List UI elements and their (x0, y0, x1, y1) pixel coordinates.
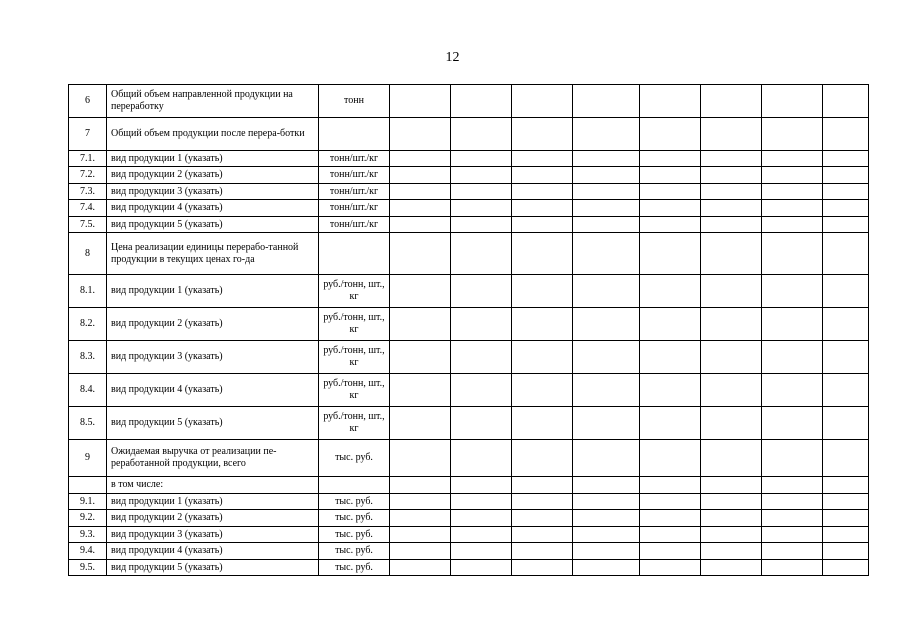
value-cell[interactable] (451, 118, 512, 151)
value-cell[interactable] (640, 374, 701, 407)
value-cell[interactable] (573, 184, 640, 200)
value-cell[interactable] (823, 560, 869, 576)
value-cell[interactable] (573, 118, 640, 151)
value-cell[interactable] (451, 341, 512, 374)
value-cell[interactable] (762, 527, 823, 543)
value-cell[interactable] (823, 167, 869, 184)
unit-cell: руб./тонн, шт., кг (319, 341, 390, 374)
value-cell[interactable] (640, 341, 701, 374)
value-cell[interactable] (451, 233, 512, 275)
value-cell[interactable] (512, 527, 573, 543)
value-cell[interactable] (451, 477, 512, 494)
value-cell[interactable] (762, 477, 823, 494)
value-cell[interactable] (512, 167, 573, 184)
unit-cell (319, 477, 390, 494)
indicator-name-cell: вид продукции 5 (указать) (107, 217, 319, 233)
value-cell[interactable] (701, 217, 762, 233)
value-cell[interactable] (823, 118, 869, 151)
value-cell[interactable] (823, 275, 869, 308)
value-cell[interactable] (762, 184, 823, 200)
value-cell[interactable] (823, 308, 869, 341)
table-row (69, 118, 869, 151)
value-cell[interactable] (762, 308, 823, 341)
value-cell[interactable] (390, 184, 451, 200)
value-cell[interactable] (823, 527, 869, 543)
value-cell[interactable] (451, 308, 512, 341)
value-cell[interactable] (701, 308, 762, 341)
indicator-name-cell: Общий объем продукции после перера-ботки (107, 118, 319, 151)
value-cell[interactable] (823, 494, 869, 510)
value-cell[interactable] (701, 560, 762, 576)
value-cell[interactable] (640, 440, 701, 477)
value-cell[interactable] (701, 527, 762, 543)
value-cell[interactable] (573, 217, 640, 233)
value-cell[interactable] (451, 543, 512, 560)
unit-cell: руб./тонн, шт., кг (319, 308, 390, 341)
value-cell[interactable] (823, 184, 869, 200)
indicator-name-cell: в том числе: (107, 477, 319, 494)
indicator-name-cell: вид продукции 1 (указать) (107, 494, 319, 510)
value-cell[interactable] (390, 510, 451, 527)
table-row (69, 151, 869, 167)
value-cell[interactable] (762, 543, 823, 560)
value-cell[interactable] (640, 184, 701, 200)
value-cell[interactable] (451, 217, 512, 233)
value-cell[interactable] (573, 477, 640, 494)
value-cell[interactable] (701, 494, 762, 510)
value-cell[interactable] (512, 118, 573, 151)
value-cell[interactable] (390, 233, 451, 275)
table-body (69, 85, 869, 576)
row-number-cell: 9 (69, 440, 107, 477)
value-cell[interactable] (573, 233, 640, 275)
value-cell[interactable] (573, 167, 640, 184)
value-cell[interactable] (390, 374, 451, 407)
value-cell[interactable] (390, 560, 451, 576)
value-cell[interactable] (701, 85, 762, 118)
value-cell[interactable] (640, 217, 701, 233)
value-cell[interactable] (823, 341, 869, 374)
indicator-name-cell: вид продукции 5 (указать) (107, 560, 319, 576)
indicator-name-cell: Ожидаемая выручка от реализации пе-реработанной продукции, всего (107, 440, 319, 477)
table-row (69, 167, 869, 184)
value-cell[interactable] (390, 85, 451, 118)
value-cell[interactable] (390, 477, 451, 494)
value-cell[interactable] (701, 341, 762, 374)
table-row (69, 527, 869, 543)
table-row (69, 308, 869, 341)
value-cell[interactable] (573, 85, 640, 118)
value-cell[interactable] (823, 233, 869, 275)
value-cell[interactable] (512, 477, 573, 494)
value-cell[interactable] (762, 217, 823, 233)
value-cell[interactable] (451, 275, 512, 308)
value-cell[interactable] (823, 217, 869, 233)
value-cell[interactable] (390, 341, 451, 374)
unit-cell: тыс. руб. (319, 560, 390, 576)
row-number-cell: 8.5. (69, 407, 107, 440)
value-cell[interactable] (823, 407, 869, 440)
value-cell[interactable] (762, 85, 823, 118)
value-cell[interactable] (701, 184, 762, 200)
indicator-name-cell: Общий объем направленной продукции на переработку (107, 85, 319, 118)
value-cell[interactable] (512, 543, 573, 560)
value-cell[interactable] (640, 200, 701, 217)
value-cell[interactable] (390, 200, 451, 217)
value-cell[interactable] (640, 510, 701, 527)
table-row (69, 560, 869, 576)
value-cell[interactable] (390, 527, 451, 543)
unit-cell: руб./тонн, шт., кг (319, 275, 390, 308)
value-cell[interactable] (390, 494, 451, 510)
table-row (69, 275, 869, 308)
value-cell[interactable] (573, 275, 640, 308)
value-cell[interactable] (451, 184, 512, 200)
table-row (69, 510, 869, 527)
value-cell[interactable] (762, 560, 823, 576)
value-cell[interactable] (573, 560, 640, 576)
value-cell[interactable] (512, 233, 573, 275)
unit-cell: тонн/шт./кг (319, 184, 390, 200)
table-row (69, 341, 869, 374)
value-cell[interactable] (823, 477, 869, 494)
value-cell[interactable] (390, 440, 451, 477)
row-number-cell: 9.4. (69, 543, 107, 560)
unit-cell: тыс. руб. (319, 494, 390, 510)
table-row (69, 440, 869, 477)
value-cell[interactable] (451, 85, 512, 118)
row-number-cell: 7 (69, 118, 107, 151)
table-row (69, 494, 869, 510)
value-cell[interactable] (640, 308, 701, 341)
value-cell[interactable] (701, 374, 762, 407)
value-cell[interactable] (451, 494, 512, 510)
value-cell[interactable] (512, 374, 573, 407)
indicator-name-cell: вид продукции 2 (указать) (107, 510, 319, 527)
table-row (69, 477, 869, 494)
value-cell[interactable] (762, 440, 823, 477)
value-cell[interactable] (701, 167, 762, 184)
table-row (69, 85, 869, 118)
value-cell[interactable] (451, 407, 512, 440)
value-cell[interactable] (512, 308, 573, 341)
value-cell[interactable] (762, 275, 823, 308)
unit-cell: руб./тонн, шт., кг (319, 374, 390, 407)
row-number-cell: 9.5. (69, 560, 107, 576)
value-cell[interactable] (762, 151, 823, 167)
indicator-name-cell: вид продукции 3 (указать) (107, 527, 319, 543)
value-cell[interactable] (512, 510, 573, 527)
value-cell[interactable] (573, 200, 640, 217)
value-cell[interactable] (390, 407, 451, 440)
indicator-name-cell: вид продукции 4 (указать) (107, 374, 319, 407)
unit-cell: тонн/шт./кг (319, 217, 390, 233)
table-row (69, 233, 869, 275)
value-cell[interactable] (512, 494, 573, 510)
row-number-cell: 9.1. (69, 494, 107, 510)
value-cell[interactable] (701, 275, 762, 308)
unit-cell: тыс. руб. (319, 527, 390, 543)
value-cell[interactable] (512, 275, 573, 308)
value-cell[interactable] (512, 85, 573, 118)
value-cell[interactable] (640, 275, 701, 308)
value-cell[interactable] (762, 494, 823, 510)
indicator-table (68, 84, 869, 576)
unit-cell: тонн/шт./кг (319, 200, 390, 217)
row-number-cell: 8.1. (69, 275, 107, 308)
value-cell[interactable] (390, 308, 451, 341)
value-cell[interactable] (573, 440, 640, 477)
indicator-name-cell: вид продукции 2 (указать) (107, 167, 319, 184)
table-row (69, 543, 869, 560)
row-number-cell: 9.2. (69, 510, 107, 527)
value-cell[interactable] (451, 374, 512, 407)
indicator-name-cell: вид продукции 3 (указать) (107, 341, 319, 374)
value-cell[interactable] (390, 275, 451, 308)
value-cell[interactable] (640, 494, 701, 510)
value-cell[interactable] (701, 477, 762, 494)
value-cell[interactable] (573, 341, 640, 374)
value-cell[interactable] (451, 167, 512, 184)
value-cell[interactable] (701, 510, 762, 527)
value-cell[interactable] (451, 440, 512, 477)
value-cell[interactable] (451, 151, 512, 167)
value-cell[interactable] (762, 200, 823, 217)
table-row (69, 217, 869, 233)
value-cell[interactable] (762, 407, 823, 440)
row-number-cell: 8.2. (69, 308, 107, 341)
value-cell[interactable] (640, 560, 701, 576)
value-cell[interactable] (573, 407, 640, 440)
value-cell[interactable] (640, 477, 701, 494)
value-cell[interactable] (762, 341, 823, 374)
indicator-name-cell: вид продукции 3 (указать) (107, 184, 319, 200)
value-cell[interactable] (640, 118, 701, 151)
table-row (69, 407, 869, 440)
row-number-cell: 7.3. (69, 184, 107, 200)
value-cell[interactable] (823, 440, 869, 477)
value-cell[interactable] (390, 543, 451, 560)
unit-cell (319, 118, 390, 151)
indicator-name-cell: вид продукции 4 (указать) (107, 200, 319, 217)
value-cell[interactable] (640, 543, 701, 560)
value-cell[interactable] (512, 200, 573, 217)
value-cell[interactable] (823, 374, 869, 407)
indicator-name-cell: вид продукции 4 (указать) (107, 543, 319, 560)
row-number-cell: 7.4. (69, 200, 107, 217)
value-cell[interactable] (762, 374, 823, 407)
value-cell[interactable] (701, 200, 762, 217)
value-cell[interactable] (573, 510, 640, 527)
row-number-cell: 9.3. (69, 527, 107, 543)
row-number-cell (69, 477, 107, 494)
value-cell[interactable] (512, 217, 573, 233)
value-cell[interactable] (823, 85, 869, 118)
indicator-name-cell: вид продукции 1 (указать) (107, 275, 319, 308)
value-cell[interactable] (512, 407, 573, 440)
value-cell[interactable] (512, 151, 573, 167)
value-cell[interactable] (823, 510, 869, 527)
row-number-cell: 8 (69, 233, 107, 275)
value-cell[interactable] (701, 407, 762, 440)
value-cell[interactable] (701, 440, 762, 477)
value-cell[interactable] (823, 151, 869, 167)
value-cell[interactable] (451, 510, 512, 527)
unit-cell: руб./тонн, шт., кг (319, 407, 390, 440)
value-cell[interactable] (573, 151, 640, 167)
value-cell[interactable] (512, 560, 573, 576)
value-cell[interactable] (762, 167, 823, 184)
value-cell[interactable] (701, 543, 762, 560)
value-cell[interactable] (573, 374, 640, 407)
value-cell[interactable] (640, 167, 701, 184)
row-number-cell: 7.5. (69, 217, 107, 233)
value-cell[interactable] (823, 200, 869, 217)
value-cell[interactable] (573, 527, 640, 543)
value-cell[interactable] (573, 494, 640, 510)
row-number-cell: 8.3. (69, 341, 107, 374)
indicator-name-cell: Цена реализации единицы перерабо-танной продукции в текущих ценах го-да (107, 233, 319, 275)
indicator-name-cell: вид продукции 5 (указать) (107, 407, 319, 440)
unit-cell: тыс. руб. (319, 543, 390, 560)
value-cell[interactable] (451, 200, 512, 217)
row-number-cell: 6 (69, 85, 107, 118)
unit-cell: тыс. руб. (319, 510, 390, 527)
value-cell[interactable] (640, 407, 701, 440)
value-cell[interactable] (762, 510, 823, 527)
value-cell[interactable] (390, 217, 451, 233)
value-cell[interactable] (640, 527, 701, 543)
value-cell[interactable] (573, 308, 640, 341)
value-cell[interactable] (701, 118, 762, 151)
value-cell[interactable] (640, 233, 701, 275)
value-cell[interactable] (390, 118, 451, 151)
unit-cell: тонн/шт./кг (319, 151, 390, 167)
table-row (69, 374, 869, 407)
value-cell[interactable] (640, 151, 701, 167)
table-row (69, 184, 869, 200)
value-cell[interactable] (451, 527, 512, 543)
unit-cell: тонн/шт./кг (319, 167, 390, 184)
value-cell[interactable] (390, 151, 451, 167)
indicator-name-cell: вид продукции 1 (указать) (107, 151, 319, 167)
value-cell[interactable] (823, 543, 869, 560)
value-cell[interactable] (640, 85, 701, 118)
page-number: 12 (445, 50, 460, 65)
unit-cell: тыс. руб. (319, 440, 390, 477)
indicator-name-cell: вид продукции 2 (указать) (107, 308, 319, 341)
value-cell[interactable] (390, 167, 451, 184)
value-cell[interactable] (512, 440, 573, 477)
unit-cell: тонн (319, 85, 390, 118)
value-cell[interactable] (451, 560, 512, 576)
value-cell[interactable] (512, 341, 573, 374)
value-cell[interactable] (573, 543, 640, 560)
row-number-cell: 7.1. (69, 151, 107, 167)
value-cell[interactable] (701, 151, 762, 167)
value-cell[interactable] (762, 118, 823, 151)
row-number-cell: 8.4. (69, 374, 107, 407)
unit-cell (319, 233, 390, 275)
value-cell[interactable] (512, 184, 573, 200)
value-cell[interactable] (762, 233, 823, 275)
table-row (69, 200, 869, 217)
row-number-cell: 7.2. (69, 167, 107, 184)
value-cell[interactable] (701, 233, 762, 275)
